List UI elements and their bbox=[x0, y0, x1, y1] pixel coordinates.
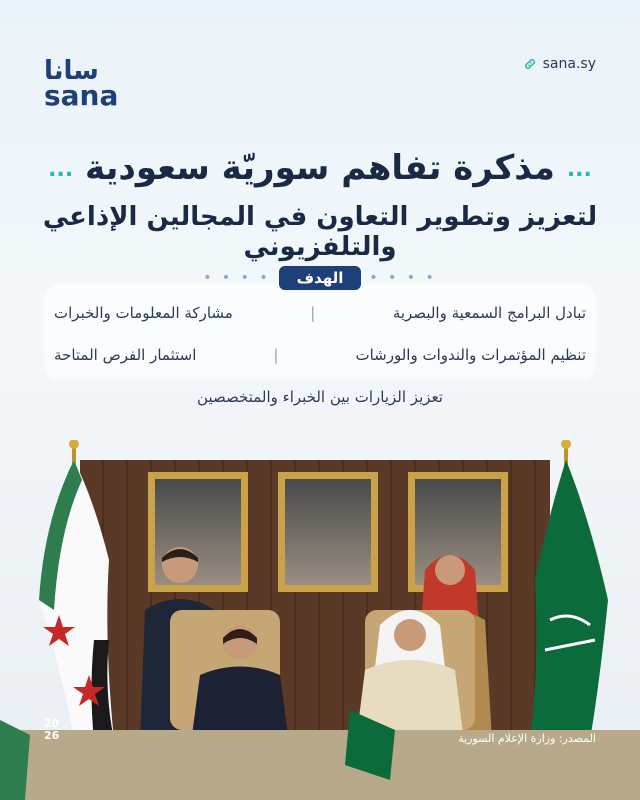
goal-dots-right: • • • • bbox=[369, 270, 437, 286]
goal-label: الهدف bbox=[279, 266, 362, 290]
link-icon bbox=[523, 57, 537, 71]
goal-item: تعزيز الزيارات بين الخبراء والمتخصصين bbox=[197, 388, 443, 406]
desk-flag-green bbox=[0, 720, 40, 800]
desk-flag-saudi bbox=[330, 710, 400, 800]
title-dots-left: ... bbox=[48, 157, 74, 182]
syrian-flag bbox=[34, 440, 114, 740]
website-link-text: sana.sy bbox=[542, 56, 596, 72]
year-badge bbox=[44, 718, 59, 742]
saudi-flag bbox=[520, 440, 610, 740]
goal-item: استثمار الفرص المتاحة bbox=[54, 346, 197, 364]
goal-item: مشاركة المعلومات والخبرات bbox=[54, 304, 233, 322]
title-dots-right: ... bbox=[566, 157, 592, 182]
page-subtitle: لتعزيز وتطوير التعاون في المجالين الإذاعي والتلفزيوني bbox=[42, 202, 598, 262]
source-credit: المصدر: وزارة الإعلام السورية bbox=[458, 732, 596, 745]
goals-row-1 bbox=[54, 304, 586, 322]
logo-arabic: سانا bbox=[44, 56, 99, 86]
sana-logo bbox=[44, 56, 134, 112]
goal-separator: | bbox=[310, 304, 316, 322]
logo-english: sana bbox=[44, 79, 119, 112]
portrait-center bbox=[278, 472, 378, 592]
goal-dots-left: • • • • bbox=[203, 270, 271, 286]
year-part-2: 26 bbox=[44, 729, 60, 742]
title-text: مذكرة تفاهم سوريّة سعودية bbox=[85, 148, 555, 188]
page-title bbox=[40, 148, 600, 188]
website-link[interactable] bbox=[523, 56, 596, 72]
year-part-1: 20 bbox=[44, 717, 60, 730]
goal-header bbox=[0, 266, 640, 290]
goals-card bbox=[44, 284, 596, 380]
goal-separator: | bbox=[273, 346, 279, 364]
goal-item: تبادل البرامج السمعية والبصرية bbox=[392, 304, 586, 322]
goals-row-2 bbox=[54, 346, 586, 364]
goal-item: تنظيم المؤتمرات والندوات والورشات bbox=[355, 346, 586, 364]
